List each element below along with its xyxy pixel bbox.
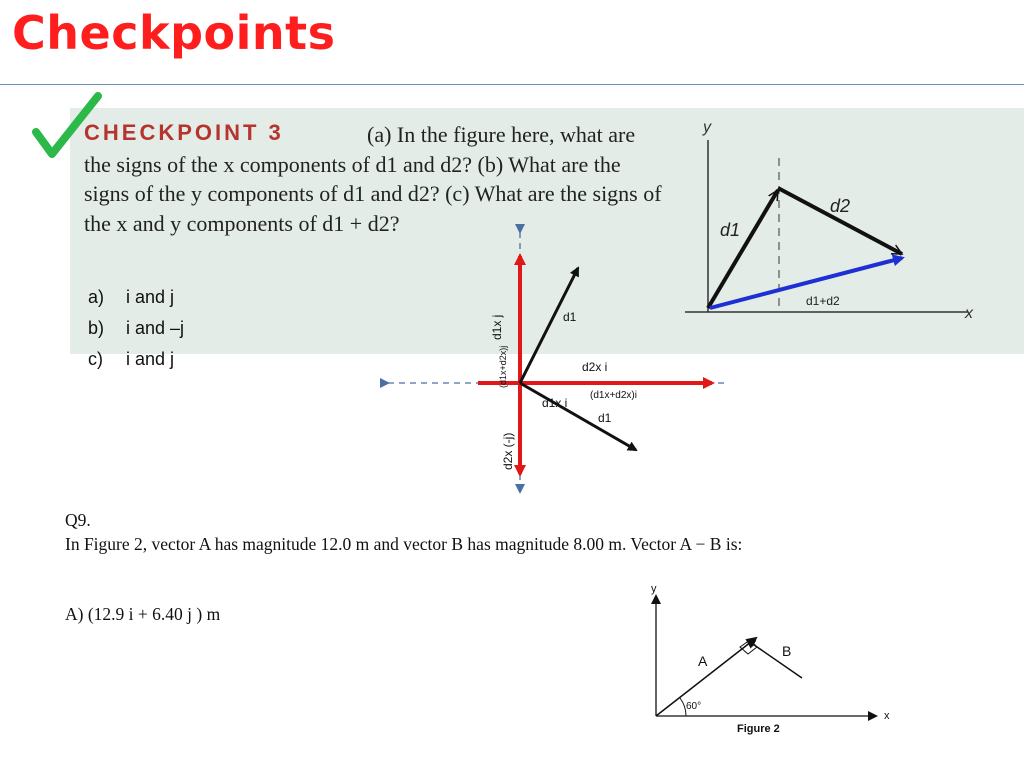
q9-answer: A) (12.9 i + 6.40 j ) m: [65, 604, 221, 624]
sketch-d1-upper-label: d1: [563, 310, 577, 324]
d2-label: d2: [830, 196, 851, 216]
sketch-d1-up: [520, 268, 578, 383]
figure-2: [651, 583, 890, 735]
sketch-d2x-i-label: d2x i: [582, 360, 608, 374]
fig2-a-label: A: [698, 653, 708, 669]
fig2-y-label: y: [651, 583, 657, 595]
option-b: b) i and –j: [88, 318, 185, 338]
option-a: a) i and j: [88, 287, 175, 307]
answer-options: [88, 282, 184, 375]
q9-question: [65, 508, 945, 556]
checkpoint-heading: CHECKPOINT 3: [84, 120, 284, 145]
q9-text: In Figure 2, vector A has magnitude 12.0 m and vector B has magnitude 8.00 m. Vector A − B is:: [65, 534, 743, 554]
sketch-d1x-i-label: d1x i: [542, 396, 568, 410]
axis-y-label: y: [703, 119, 711, 136]
option-c: c) i and j: [88, 349, 175, 369]
sketch-d2x-neg-j-label: d2x (-j): [501, 432, 515, 470]
sketch-sum-y-label: (d1x+d2x)j: [498, 345, 508, 388]
sketch-sum-x-label: (d1x+d2x)i: [590, 390, 637, 401]
sketch-d1x-j-label: d1x j: [490, 314, 504, 340]
axis-x-label: x: [965, 305, 973, 322]
checkpoint-figure: [685, 119, 974, 322]
fig2-vector-a: [656, 638, 756, 716]
vector-d1: [708, 190, 778, 308]
checkpoint-question: (a) In the figure here, what are the signs of the x components of d1 and d2? (b) What are the signs of the y components of d1 and d2? (c) What are the signs of the x and y components of d1 + d2?: [84, 122, 662, 236]
d1-label: d1: [720, 220, 741, 240]
component-sketch: [388, 232, 726, 492]
q9-number: Q9.: [65, 510, 91, 530]
fig2-caption: Figure 2: [737, 723, 780, 735]
sum-label: d1+d2: [806, 294, 840, 308]
fig2-b-label: B: [782, 643, 792, 659]
fig2-angle-label: 60°: [686, 701, 702, 712]
slide-title: Checkpoints: [12, 6, 336, 60]
sketch-d1-lower-label: d1: [598, 411, 612, 425]
fig2-x-label: x: [884, 710, 890, 722]
